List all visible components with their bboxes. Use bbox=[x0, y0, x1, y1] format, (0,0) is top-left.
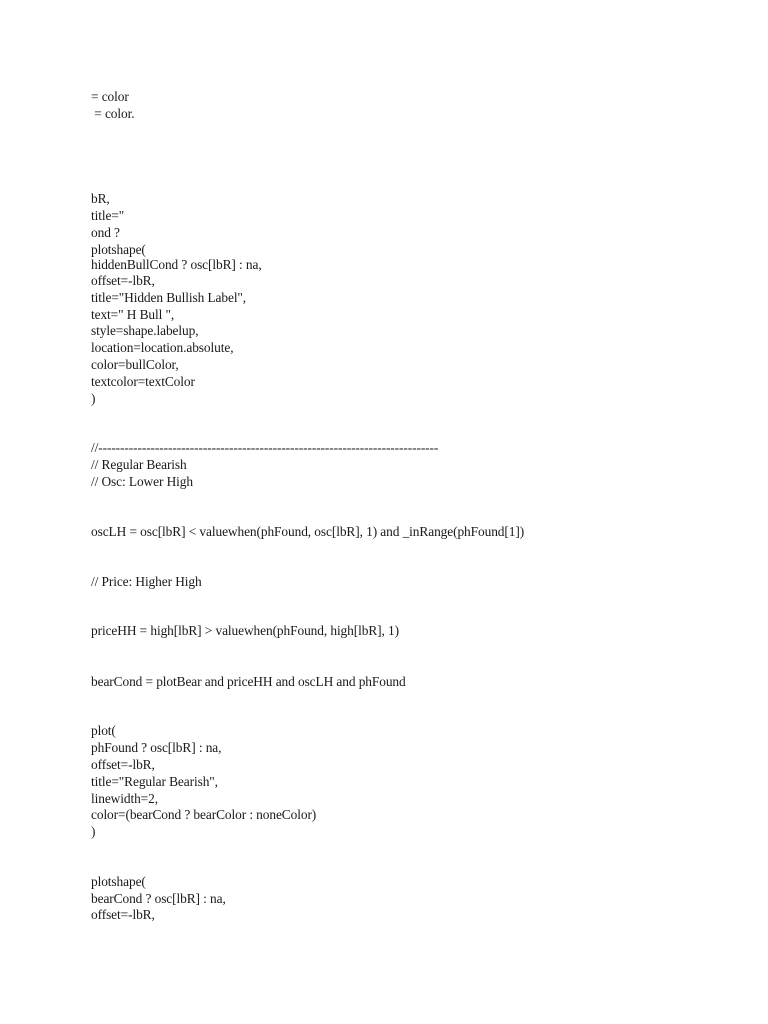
code-line: title=" bbox=[91, 208, 125, 223]
code-line: offset=-lbR, bbox=[91, 273, 155, 288]
code-line: ) bbox=[91, 824, 96, 839]
code-line: plotshape( bbox=[91, 874, 146, 889]
code-line: = color. bbox=[91, 106, 135, 121]
code-line: color=(bearCond ? bearColor : noneColor) bbox=[91, 807, 317, 822]
code-line: style=shape.labelup, bbox=[91, 323, 199, 338]
code-line: ond ? bbox=[91, 225, 120, 240]
code-line: offset=-lbR, bbox=[91, 907, 155, 922]
code-line: oscLH = osc[lbR] < valuewhen(phFound, osc[lbR], 1) and _inRange(phFound[1]) bbox=[91, 524, 525, 539]
code-line: ) bbox=[91, 391, 96, 406]
code-line: bearCond ? osc[lbR] : na, bbox=[91, 891, 226, 906]
code-line: plotshape( bbox=[91, 242, 146, 257]
code-line: title="Hidden Bullish Label", bbox=[91, 290, 247, 305]
code-line: text=" H Bull ", bbox=[91, 307, 175, 322]
code-line: hiddenBullCond ? osc[lbR] : na, bbox=[91, 257, 262, 272]
code-line: title="Regular Bearish", bbox=[91, 774, 218, 789]
code-line: // Price: Higher High bbox=[91, 574, 202, 589]
code-line: bearCond = plotBear and priceHH and oscLH and phFound bbox=[91, 674, 406, 689]
code-line: location=location.absolute, bbox=[91, 340, 234, 355]
code-line: offset=-lbR, bbox=[91, 757, 155, 772]
code-line: bR, bbox=[91, 191, 110, 206]
code-line: = color bbox=[91, 89, 129, 104]
code-line: // Regular Bearish bbox=[91, 457, 187, 472]
code-line: priceHH = high[lbR] > valuewhen(phFound, high[lbR], 1) bbox=[91, 623, 399, 638]
comment-divider: //------------------------------------------------------------------------------ bbox=[91, 440, 439, 455]
code-line: phFound ? osc[lbR] : na, bbox=[91, 740, 222, 755]
code-line: plot( bbox=[91, 723, 116, 738]
code-line: linewidth=2, bbox=[91, 791, 158, 806]
code-line: textcolor=textColor bbox=[91, 374, 195, 389]
code-line: // Osc: Lower High bbox=[91, 474, 193, 489]
code-line: color=bullColor, bbox=[91, 357, 179, 372]
